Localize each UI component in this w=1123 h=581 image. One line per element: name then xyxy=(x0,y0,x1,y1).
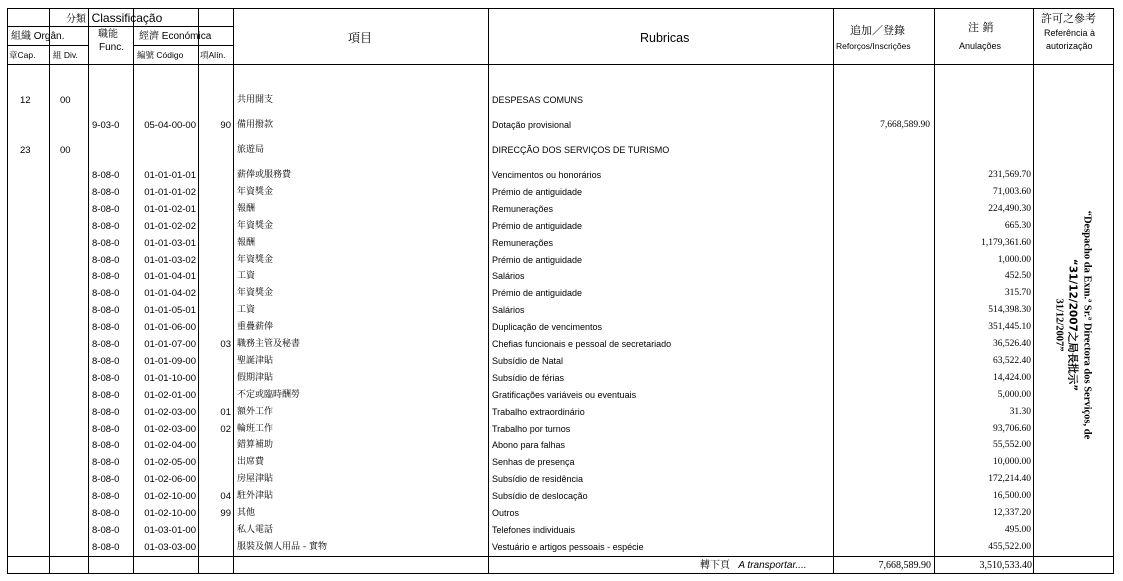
table-row xyxy=(0,489,1123,506)
cell-anulacao: 71,003.60 xyxy=(993,186,1031,197)
header-reforcos-zh: 追加／登錄 xyxy=(850,24,905,37)
cell-item-zh: 備用撥款 xyxy=(237,120,274,130)
table-row xyxy=(0,253,1123,270)
cell-anulacao: 452.50 xyxy=(1004,271,1031,282)
cell-code: 01-01-05-01 xyxy=(144,305,196,317)
cell-func: 8-08-0 xyxy=(92,271,120,283)
classification-pt: Classificação xyxy=(91,11,163,25)
transport-pt: A transportar.... xyxy=(738,560,807,571)
cell-anulacao: 665.30 xyxy=(1004,220,1031,231)
header-reforcos-pt: Reforços/Inscrições xyxy=(836,41,911,51)
codigo-pt: Código xyxy=(156,50,184,60)
cell-rubrica: Remunerações xyxy=(492,237,554,248)
authorization-line2: “31/12/2007之局長批示” xyxy=(1066,258,1079,392)
cell-item-zh: 年資獎金 xyxy=(237,220,274,231)
table-row xyxy=(0,168,1123,185)
cell-item-zh: 重疊薪俸 xyxy=(237,322,274,333)
table-row xyxy=(0,185,1123,202)
cell-alin: 02 xyxy=(220,423,231,435)
cell-anulacao: 93,706.60 xyxy=(993,423,1031,434)
cell-code: 01-01-07-00 xyxy=(144,339,196,350)
table-row xyxy=(0,219,1123,236)
cell-rubrica: Subsídio de Natal xyxy=(492,355,564,366)
cell-anulacao: 1,000.00 xyxy=(997,254,1031,265)
cell-func: 8-08-0 xyxy=(92,170,120,181)
cell-item-zh: 職務主管及秘書 xyxy=(237,339,301,349)
header-economica xyxy=(139,32,211,42)
header-rule xyxy=(7,45,89,46)
cell-item-zh: 出席費 xyxy=(237,457,265,468)
cell-item-zh: 私人電話 xyxy=(237,524,274,535)
cell-item-zh: 年資獎金 xyxy=(237,254,274,265)
cell-code: 01-03-03-00 xyxy=(144,541,196,553)
cell-item-zh: 不定或臨時酬勞 xyxy=(237,389,301,400)
cell-item-zh: 年資獎金 xyxy=(237,288,274,299)
cell-func: 8-08-0 xyxy=(92,305,120,317)
header-rubricas: Rubricas xyxy=(640,31,690,45)
cell-func: 8-08-0 xyxy=(92,237,120,249)
cell-func: 8-08-0 xyxy=(92,355,120,367)
cell-item-zh: 報酬 xyxy=(237,237,256,248)
cell-anulacao: 231,569.70 xyxy=(988,170,1031,180)
cell-code: 01-01-04-02 xyxy=(144,288,196,300)
cell-func: 8-08-0 xyxy=(92,322,120,334)
cell-anulacao: 16,500.00 xyxy=(993,491,1031,502)
cell-func: 8-08-0 xyxy=(92,474,120,486)
organica-pt: Orgân. xyxy=(33,31,65,42)
economica-pt: Económica xyxy=(161,31,212,42)
cell-item-zh: 年資獎金 xyxy=(237,186,274,197)
cell-div: 00 xyxy=(60,95,71,106)
table-row xyxy=(0,405,1123,422)
header-referencia-pt2: autorização xyxy=(1046,41,1093,51)
cell-func: 8-08-0 xyxy=(92,423,120,435)
cell-item-zh: 錯算補助 xyxy=(237,440,274,451)
cell-rubrica: Prémio de antiguidade xyxy=(492,288,583,299)
table-row xyxy=(0,143,1123,160)
cell-rubrica: Trabalho extraordinário xyxy=(492,406,585,417)
header-rule xyxy=(133,45,234,46)
cell-item-zh: 工資 xyxy=(237,305,256,316)
cell-cap: 23 xyxy=(20,145,31,156)
table-row xyxy=(0,455,1123,472)
div-pt: Div. xyxy=(63,50,78,60)
cell-item-zh: 工資 xyxy=(237,271,256,282)
organica-zh: 組織 xyxy=(11,31,31,42)
cell-func: 8-08-0 xyxy=(92,203,120,215)
cell-item-zh: 報酬 xyxy=(237,203,256,214)
cell-rubrica: Prémio de antiguidade xyxy=(492,186,583,197)
cell-func: 8-08-0 xyxy=(92,339,120,350)
cell-code: 01-02-10-00 xyxy=(144,508,196,519)
cell-anulacao: 5,000.00 xyxy=(997,389,1031,400)
cell-item-zh: 旅遊局 xyxy=(237,145,265,155)
cell-rubrica: Abono para falhas xyxy=(492,440,566,451)
authorization-line1: “Despacho da Exm.ª Sr.ª Directora dos Serviços, de xyxy=(1081,210,1093,440)
cell-anulacao: 315.70 xyxy=(1004,288,1031,299)
cell-anulacao: 12,337.20 xyxy=(993,508,1031,518)
cell-code: 01-01-06-00 xyxy=(144,322,196,334)
cell-alin: 90 xyxy=(220,120,231,131)
table-row xyxy=(0,371,1123,388)
cell-rubrica: Subsídio de férias xyxy=(492,372,565,383)
cell-anulacao: 36,526.40 xyxy=(993,339,1031,349)
header-bottom-rule xyxy=(7,64,1114,65)
header-func-pt: Func. xyxy=(99,42,125,53)
cell-anulacao: 31.30 xyxy=(1009,406,1031,417)
cell-code: 01-02-01-00 xyxy=(144,389,196,401)
header-anulacoes-pt: Anulações xyxy=(959,41,1002,51)
codigo-zh: 編號 xyxy=(137,51,155,61)
cell-anulacao: 172,214.40 xyxy=(988,474,1031,485)
table-row xyxy=(0,303,1123,320)
cell-rubrica: DESPESAS COMUNS xyxy=(492,95,584,105)
cell-alin: 04 xyxy=(220,491,231,503)
table-row xyxy=(0,523,1123,540)
header-alin xyxy=(200,51,226,61)
cell-alin: 03 xyxy=(220,339,231,350)
cell-rubrica: Chefias funcionais e pessoal de secretariado xyxy=(492,339,672,349)
cell-rubrica: Vencimentos ou honorários xyxy=(492,170,602,180)
cell-anulacao: 10,000.00 xyxy=(993,457,1031,468)
cell-code: 01-02-10-00 xyxy=(144,491,196,503)
total-reforcos: 7,668,589.90 xyxy=(878,560,931,571)
cell-anulacao: 224,490.30 xyxy=(988,203,1031,214)
cell-func: 8-08-0 xyxy=(92,457,120,469)
header-div xyxy=(53,51,78,61)
header-classification xyxy=(66,12,162,25)
header-func-zh: 職能 xyxy=(98,29,118,40)
cell-rubrica: Salários xyxy=(492,271,525,282)
cell-rubrica: Salários xyxy=(492,305,525,316)
transport-zh: 轉下頁 xyxy=(700,560,730,571)
table-row xyxy=(0,118,1123,135)
cell-func: 8-08-0 xyxy=(92,524,120,536)
cell-code: 01-01-10-00 xyxy=(144,372,196,384)
cap-zh: 章 xyxy=(9,51,18,61)
cell-rubrica: Trabalho por turnos xyxy=(492,423,571,434)
total-anulacoes: 3,510,533.40 xyxy=(979,560,1032,571)
cell-code: 01-03-01-00 xyxy=(144,524,196,536)
header-organica xyxy=(11,32,64,42)
cell-rubrica: Subsídio de deslocação xyxy=(492,491,588,502)
cell-anulacao: 495.00 xyxy=(1004,524,1031,535)
cell-anulacao: 455,522.00 xyxy=(988,541,1031,552)
cell-item-zh: 額外工作 xyxy=(237,406,274,417)
cell-code: 01-01-01-01 xyxy=(144,170,196,181)
header-referencia-zh: 許可之參考 xyxy=(1041,12,1096,25)
table-row xyxy=(0,354,1123,371)
cell-cap: 12 xyxy=(20,95,31,106)
cell-code: 01-02-03-00 xyxy=(144,406,196,418)
cell-code: 01-01-02-01 xyxy=(144,203,196,215)
table-row xyxy=(0,422,1123,439)
cell-code: 01-01-04-01 xyxy=(144,271,196,283)
cell-code: 01-02-04-00 xyxy=(144,440,196,452)
table-row xyxy=(0,438,1123,455)
cell-func: 8-08-0 xyxy=(92,389,120,401)
cell-item-zh: 聖誕津貼 xyxy=(237,355,274,366)
cell-code: 01-01-02-02 xyxy=(144,220,196,232)
cell-reforco: 7,668,589.90 xyxy=(880,120,930,130)
cell-alin: 99 xyxy=(220,508,231,519)
cell-func: 8-08-0 xyxy=(92,406,120,418)
div-zh: 組 xyxy=(53,51,62,61)
cell-rubrica: Telefones individuais xyxy=(492,524,576,535)
cell-code: 05-04-00-00 xyxy=(144,120,196,131)
cell-anulacao: 514,398.30 xyxy=(988,305,1031,316)
economica-zh: 經濟 xyxy=(139,31,159,42)
table-row xyxy=(0,506,1123,523)
table-row xyxy=(0,388,1123,405)
classification-zh: 分類 xyxy=(66,14,86,25)
cell-func: 8-08-0 xyxy=(92,288,120,300)
cell-item-zh: 其他 xyxy=(237,508,256,518)
cell-item-zh: 輪班工作 xyxy=(237,423,274,434)
cell-func: 8-08-0 xyxy=(92,254,120,266)
table-row xyxy=(0,269,1123,286)
cap-pt: Cap. xyxy=(17,50,36,60)
cell-code: 01-01-01-02 xyxy=(144,186,196,198)
cell-func: 8-08-0 xyxy=(92,220,120,232)
cell-rubrica: Prémio de antiguidade xyxy=(492,254,583,265)
cell-func: 8-08-0 xyxy=(92,186,120,198)
cell-item-zh: 服裝及個人用品 - 實物 xyxy=(237,541,327,552)
cell-rubrica: Subsídio de residência xyxy=(492,474,584,485)
cell-alin: 01 xyxy=(220,406,231,418)
table-row xyxy=(0,472,1123,489)
alin-zh: 項 xyxy=(200,51,209,61)
cell-anulacao: 63,522.40 xyxy=(993,355,1031,366)
table-row xyxy=(0,236,1123,253)
cell-item-zh: 共用開支 xyxy=(237,95,274,105)
cell-rubrica: Vestuário e artigos pessoais - espécie xyxy=(492,541,644,552)
table-row xyxy=(0,540,1123,557)
table-row xyxy=(0,286,1123,303)
cell-rubrica: Duplicação de vencimentos xyxy=(492,322,603,333)
header-rule xyxy=(7,26,234,27)
header-anulacoes-zh: 注 銷 xyxy=(968,21,994,34)
cell-rubrica: Gratificações variáveis ou eventuais xyxy=(492,389,637,400)
cell-code: 01-02-06-00 xyxy=(144,474,196,486)
cell-func: 8-08-0 xyxy=(92,541,120,553)
cell-rubrica: Outros xyxy=(492,508,520,518)
cell-func: 9-03-0 xyxy=(92,120,120,131)
cell-item-zh: 薪俸或服務費 xyxy=(237,170,292,180)
cell-rubrica: DIRECÇÃO DOS SERVIÇOS DE TURISMO xyxy=(492,145,670,155)
header-referencia-pt1: Referência à xyxy=(1044,28,1096,38)
cell-anulacao: 55,552.00 xyxy=(993,440,1031,451)
table-row xyxy=(0,337,1123,354)
cell-rubrica: Remunerações xyxy=(492,203,554,214)
table-row xyxy=(0,93,1123,110)
header-items-zh: 項目 xyxy=(348,31,373,45)
cell-rubrica: Prémio de antiguidade xyxy=(492,220,583,231)
cell-func: 8-08-0 xyxy=(92,491,120,503)
cell-rubrica: Dotação provisional xyxy=(492,120,572,130)
cell-rubrica: Senhas de presença xyxy=(492,457,575,468)
header-codigo xyxy=(137,51,183,61)
cell-code: 01-01-03-02 xyxy=(144,254,196,266)
cell-anulacao: 14,424.00 xyxy=(993,372,1031,383)
transport-label xyxy=(700,561,807,571)
cell-code: 01-01-03-01 xyxy=(144,237,196,249)
cell-div: 00 xyxy=(60,145,71,156)
authorization-line3: 31/12/2007” xyxy=(1052,298,1064,352)
header-cap xyxy=(9,51,35,61)
cell-anulacao: 1,179,361.60 xyxy=(981,237,1031,248)
cell-code: 01-02-03-00 xyxy=(144,423,196,435)
cell-func: 8-08-0 xyxy=(92,508,120,519)
cell-func: 8-08-0 xyxy=(92,372,120,384)
table-row xyxy=(0,320,1123,337)
cell-item-zh: 假期津貼 xyxy=(237,372,274,383)
cell-code: 01-02-05-00 xyxy=(144,457,196,469)
cell-item-zh: 駐外津貼 xyxy=(237,491,274,502)
cell-item-zh: 房屋津貼 xyxy=(237,474,274,485)
alin-pt: Alín. xyxy=(208,50,226,60)
table-row xyxy=(0,202,1123,219)
cell-code: 01-01-09-00 xyxy=(144,355,196,367)
cell-func: 8-08-0 xyxy=(92,440,120,452)
cell-anulacao: 351,445.10 xyxy=(988,322,1031,333)
